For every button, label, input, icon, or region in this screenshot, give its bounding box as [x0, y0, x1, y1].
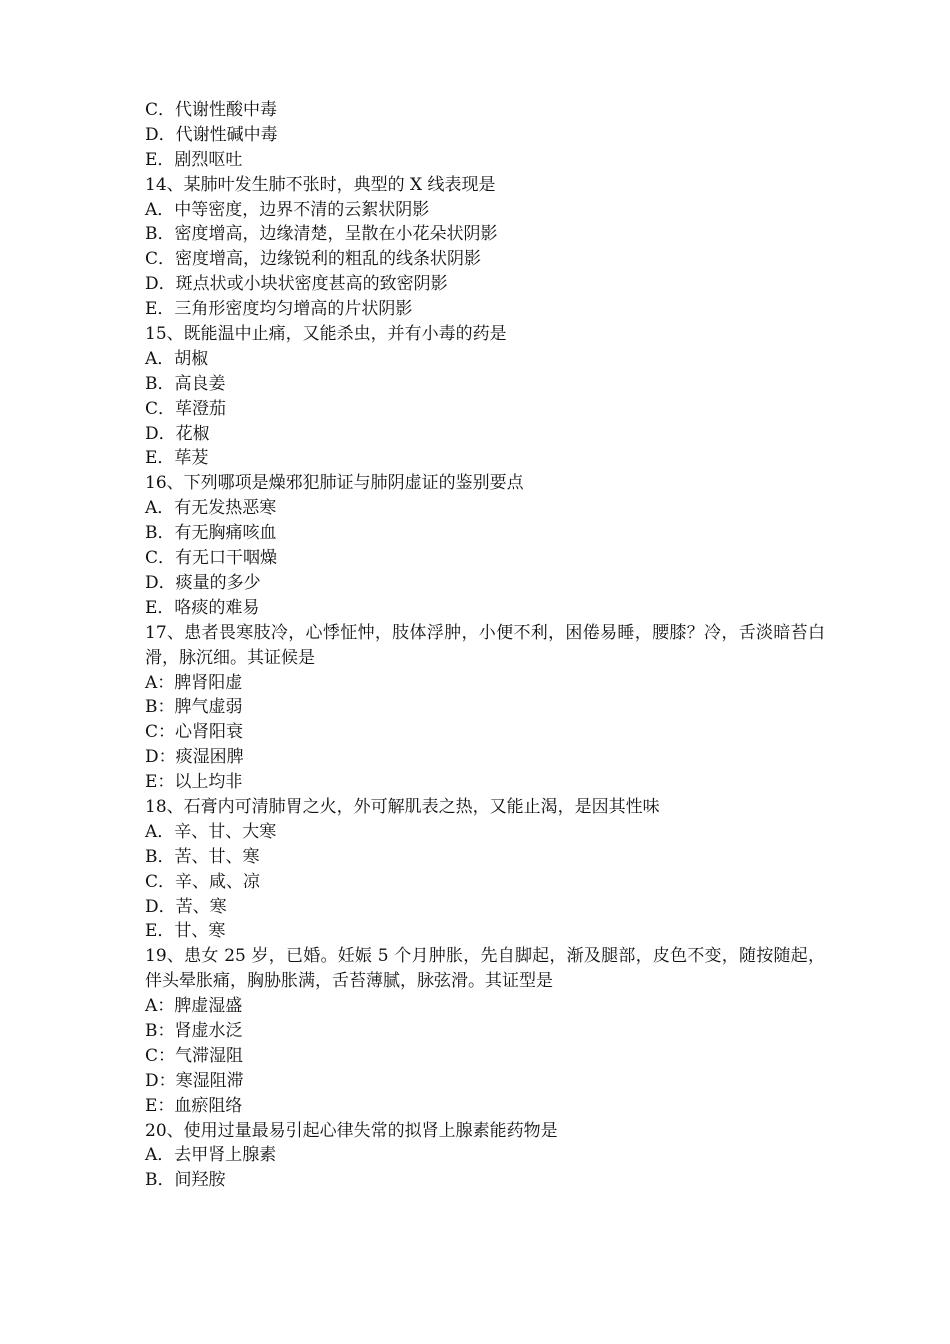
option-text: C．荜澄茄	[145, 398, 227, 419]
option-text: D．痰量的多少	[145, 572, 261, 593]
option-text: B：肾虚水泛	[145, 1021, 243, 1042]
option-text: C．辛、咸、凉	[145, 871, 261, 892]
option-text: C：心肾阳衰	[145, 722, 244, 743]
option-text: A．胡椒	[145, 348, 209, 369]
option-text: B．间羟胺	[145, 1170, 226, 1191]
question-text: 15、既能温中止痛，又能杀虫，并有小毒的药是	[145, 324, 507, 345]
option-text: D．斑点状或小块状密度甚高的致密阴影	[145, 274, 448, 295]
option-text: A．辛、甘、大寒	[145, 821, 277, 842]
option-text: C．有无口干咽燥	[145, 548, 278, 569]
option-text: C．代谢性酸中毒	[145, 100, 278, 120]
option-text: D．苦、寒	[145, 896, 227, 917]
document-body	[145, 98, 825, 1193]
option-text: D：痰湿困脾	[145, 747, 244, 768]
option-text: B．有无胸痛咳血	[145, 523, 277, 544]
question-text: 16、下列哪项是燥邪犯肺证与肺阴虚证的鉴别要点	[145, 473, 524, 494]
option-text: A：脾肾阳虚	[145, 672, 243, 693]
question-text: 20、使用过量最易引起心律失常的拟肾上腺素能药物是	[145, 1120, 558, 1141]
option-text: E：血瘀阻络	[145, 1095, 243, 1116]
option-text: B．高良姜	[145, 373, 226, 394]
option-text: E．三角形密度均匀增高的片状阴影	[145, 299, 413, 320]
option-text: E．甘、寒	[145, 921, 226, 942]
option-text: E．荜茇	[145, 448, 209, 469]
option-text: E：以上均非	[145, 772, 243, 793]
option-text: D：寒湿阻滞	[145, 1070, 244, 1091]
option-text: A．有无发热恶寒	[145, 498, 277, 519]
question-text: 18、石膏内可清肺胃之火，外可解肌表之热，又能止渴，是因其性味	[145, 796, 660, 817]
option-text: B．苦、甘、寒	[145, 846, 260, 867]
option-text: C：气滞湿阻	[145, 1045, 244, 1066]
option-text: A．中等密度，边界不清的云絮状阴影	[145, 199, 430, 220]
option-text: D．花椒	[145, 423, 210, 444]
option-text: D．代谢性碱中毒	[145, 124, 278, 145]
option-text: A．去甲肾上腺素	[145, 1145, 277, 1166]
option-text: B．密度增高，边缘清楚，呈散在小花朵状阴影	[145, 224, 498, 245]
option-text: B：脾气虚弱	[145, 697, 243, 718]
question-text: 17、患者畏寒肢冷，心悸怔忡，肢体浮肿，小便不利，困倦易睡，腰膝？冷，舌淡暗苔白滑，脉沉细。其证候是	[145, 622, 825, 668]
question-text: 14、某肺叶发生肺不张时，典型的 X 线表现是	[145, 174, 496, 195]
option-text: E．剧烈呕吐	[145, 149, 243, 170]
option-text: C．密度增高，边缘锐利的粗乱的线条状阴影	[145, 249, 482, 270]
question-text: 19、患女 25 岁，已婚。妊娠 5 个月肿胀，先自脚起，渐及腿部，皮色不变，随按随起，伴头晕胀痛，胸胁胀满，舌苔薄腻，脉弦滑。其证型是	[145, 946, 825, 992]
option-text: E．咯痰的难易	[145, 597, 260, 618]
option-text: A：脾虚湿盛	[145, 996, 243, 1017]
